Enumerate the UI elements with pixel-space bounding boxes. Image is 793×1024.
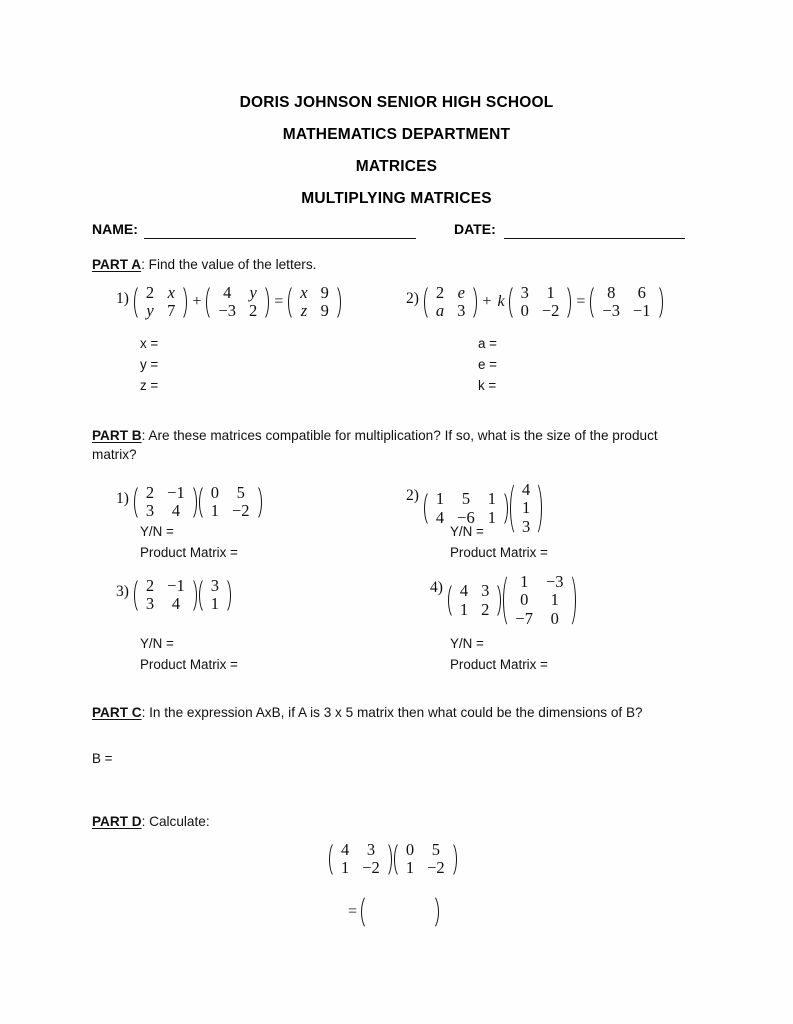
matrix-cell: 1 xyxy=(405,858,415,878)
matrix-cell: 1 xyxy=(435,489,445,509)
part-a-heading xyxy=(92,255,712,274)
part-c-heading xyxy=(92,703,692,722)
matrix-cell: y xyxy=(146,301,154,321)
paren-right-icon xyxy=(222,576,231,615)
matrix-cell: 0 xyxy=(520,301,529,321)
matrix-b2-m1 xyxy=(423,489,509,528)
worksheet-title: MULTIPLYING MATRICES xyxy=(301,190,492,207)
question-number: 3) xyxy=(116,583,129,600)
matrix-cell: 7 xyxy=(167,301,176,321)
paren-left-icon xyxy=(361,893,370,931)
matrix-cell: −1 xyxy=(167,483,185,502)
paren-right-icon xyxy=(332,283,341,322)
operator-plus: + xyxy=(192,293,202,311)
matrix-cell: 1 xyxy=(210,501,219,521)
matrix-cell: 2 xyxy=(481,599,490,619)
matrix-cell: 5 xyxy=(236,483,245,502)
question-number: 2) xyxy=(406,487,419,504)
scalar-k: k xyxy=(497,293,505,311)
question-number: 4) xyxy=(430,579,443,596)
part-d-heading xyxy=(92,812,692,831)
matrix-cell: −2 xyxy=(427,858,445,878)
matrix-cell: 4 xyxy=(435,507,445,527)
part-a-label: PART A xyxy=(92,257,142,272)
matrix-a2-m1 xyxy=(423,283,479,322)
part-b-q1-expression xyxy=(116,483,263,522)
paren-right-icon xyxy=(430,893,439,931)
matrix-cell: 8 xyxy=(607,283,616,302)
matrix-cell: 0 xyxy=(520,590,529,610)
matrix-cell: −2 xyxy=(541,301,560,321)
matrix-cell: −2 xyxy=(362,858,380,878)
matrix-cell: 0 xyxy=(550,608,559,628)
operator-equals: = xyxy=(274,293,284,311)
part-b-q4-product[interactable]: Product Matrix = xyxy=(450,657,548,672)
part-b-q4-yn[interactable]: Y/N = xyxy=(450,636,484,651)
matrix-cell: z xyxy=(300,301,308,321)
answer-y[interactable]: y = xyxy=(140,357,159,372)
paren-left-icon xyxy=(424,489,433,528)
name-label: NAME: xyxy=(92,221,138,237)
matrix-cell: 9 xyxy=(320,301,329,321)
answer-e[interactable]: e = xyxy=(478,357,497,372)
matrix-cell: 3 xyxy=(520,283,529,302)
matrix-cell: 3 xyxy=(521,516,531,536)
matrix-cell: −3 xyxy=(218,301,237,321)
matrix-d-m2 xyxy=(393,840,458,879)
answer-a[interactable]: a = xyxy=(478,336,497,351)
matrix-cell: 3 xyxy=(366,840,376,859)
question-number: 2) xyxy=(406,290,419,307)
matrix-cell: 4 xyxy=(341,840,350,859)
part-b-q3-expression xyxy=(116,576,232,615)
matrix-cell: −2 xyxy=(231,501,250,521)
matrix-b1-m1 xyxy=(133,483,198,522)
question-number: 1) xyxy=(116,290,129,307)
matrix-cell: 4 xyxy=(171,501,181,521)
matrix-cell: 1 xyxy=(520,572,529,591)
matrix-cell: −1 xyxy=(167,576,185,595)
matrix-cell: 4 xyxy=(171,594,181,614)
paren-right-icon xyxy=(188,576,197,615)
matrix-b3-m1 xyxy=(133,576,198,615)
operator-equals: = xyxy=(576,293,586,311)
matrix-a1-m3 xyxy=(287,283,342,322)
answer-blank[interactable] xyxy=(370,893,430,931)
part-d-prompt: : Calculate: xyxy=(141,814,210,829)
paren-right-icon xyxy=(448,840,457,879)
part-b-heading xyxy=(92,426,697,465)
matrix-d-answer[interactable] xyxy=(361,893,439,931)
paren-right-icon xyxy=(260,283,269,322)
matrix-cell: −3 xyxy=(545,572,564,591)
matrix-cell: 2 xyxy=(435,283,445,302)
answer-k[interactable]: k = xyxy=(478,378,497,393)
matrix-cell: 5 xyxy=(431,840,440,859)
matrix-cell: 1 xyxy=(550,590,559,610)
paren-right-icon xyxy=(468,283,477,322)
matrix-cell: e xyxy=(457,283,465,302)
part-b-q1-product[interactable]: Product Matrix = xyxy=(140,545,238,560)
matrix-cell: −3 xyxy=(602,301,620,321)
matrix-cell: −6 xyxy=(457,507,475,527)
paren-left-icon xyxy=(503,572,512,629)
answer-x[interactable]: x = xyxy=(140,336,159,351)
matrix-cell: 1 xyxy=(521,498,531,518)
part-d-label: PART D xyxy=(92,814,142,829)
matrix-cell: 1 xyxy=(459,599,469,619)
date-label: DATE: xyxy=(454,221,496,237)
matrix-cell: 3 xyxy=(210,576,219,595)
paren-right-icon xyxy=(178,283,187,322)
paren-right-icon xyxy=(562,283,571,322)
matrix-cell: 3 xyxy=(481,581,490,601)
matrix-b1-m2 xyxy=(198,483,263,522)
matrix-b4-m1 xyxy=(447,581,503,620)
matrix-cell: 1 xyxy=(546,283,555,302)
paren-left-icon xyxy=(134,283,143,322)
paren-right-icon xyxy=(654,283,663,322)
paren-left-icon xyxy=(288,283,297,322)
paren-left-icon xyxy=(134,483,143,522)
answer-z[interactable]: z = xyxy=(140,378,159,393)
matrix-cell: 4 xyxy=(521,480,531,499)
matrix-cell: 1 xyxy=(487,507,496,527)
matrix-cell: 2 xyxy=(249,301,258,321)
paren-left-icon xyxy=(448,581,457,620)
matrix-cell: x xyxy=(167,283,175,302)
matrix-cell: 1 xyxy=(341,858,350,878)
matrix-cell: 6 xyxy=(637,283,646,302)
paren-left-icon xyxy=(134,576,143,615)
paren-left-icon xyxy=(206,283,215,322)
matrix-cell: 1 xyxy=(210,594,219,614)
part-a-q2-expression xyxy=(406,283,664,322)
matrix-cell: a xyxy=(435,301,445,321)
paren-right-icon xyxy=(188,483,197,522)
paren-left-icon xyxy=(424,283,433,322)
paren-right-icon xyxy=(499,489,508,528)
matrix-cell: 9 xyxy=(320,283,329,302)
matrix-cell: 0 xyxy=(405,840,415,859)
paren-right-icon xyxy=(533,480,542,537)
part-c-answer[interactable]: B = xyxy=(92,751,113,766)
matrix-b3-m2 xyxy=(198,576,232,615)
part-d-answer-row[interactable] xyxy=(344,893,439,931)
part-b-q3-product[interactable]: Product Matrix = xyxy=(140,657,238,672)
matrix-cell: 4 xyxy=(459,581,469,601)
topic-title: MATRICES xyxy=(355,158,438,175)
date-input-line[interactable] xyxy=(504,238,685,239)
part-a-q1-expression xyxy=(116,283,342,322)
part-b-q2-product[interactable]: Product Matrix = xyxy=(450,545,548,560)
name-input-line[interactable] xyxy=(144,238,416,239)
paren-left-icon xyxy=(590,283,599,322)
matrix-cell: 3 xyxy=(145,594,155,614)
part-b-q2-yn[interactable]: Y/N = xyxy=(450,524,484,539)
name-date-row xyxy=(92,221,712,243)
matrix-cell: y xyxy=(249,283,257,302)
matrix-d-m1 xyxy=(328,840,393,879)
matrix-cell: 3 xyxy=(457,301,466,321)
matrix-cell: −7 xyxy=(515,608,533,628)
paren-right-icon xyxy=(492,581,501,620)
matrix-cell: 2 xyxy=(145,576,155,595)
matrix-cell: 4 xyxy=(223,283,232,302)
matrix-b4-m2 xyxy=(502,572,576,629)
operator-plus: + xyxy=(482,293,492,311)
part-a-prompt: : Find the value of the letters. xyxy=(141,257,317,272)
part-b-label: PART B xyxy=(92,428,142,443)
paren-left-icon xyxy=(199,576,208,615)
paren-left-icon xyxy=(510,480,519,537)
matrix-cell: 5 xyxy=(461,489,471,509)
paren-right-icon xyxy=(567,572,576,629)
matrix-a1-m1 xyxy=(133,283,189,322)
paren-left-icon xyxy=(394,840,403,879)
matrix-cell: x xyxy=(300,283,308,302)
question-number: 1) xyxy=(116,490,129,507)
part-c-label: PART C xyxy=(92,705,142,720)
matrix-cell: 2 xyxy=(145,483,155,502)
paren-left-icon xyxy=(199,483,208,522)
matrix-a2-m3 xyxy=(589,283,663,322)
part-b-q3-yn[interactable]: Y/N = xyxy=(140,636,174,651)
part-c-prompt: : In the expression AxB, if A is 3 x 5 matrix then what could be the dimensions of B? xyxy=(141,705,643,720)
matrix-b2-m2 xyxy=(509,480,543,537)
paren-right-icon xyxy=(253,483,262,522)
matrix-cell: 2 xyxy=(145,283,155,302)
matrix-a1-m2 xyxy=(205,283,270,322)
matrix-a2-m2 xyxy=(508,283,573,322)
matrix-cell: 1 xyxy=(487,489,496,509)
part-b-q4-expression xyxy=(430,572,577,629)
matrix-cell: −1 xyxy=(632,301,651,321)
paren-left-icon xyxy=(329,840,338,879)
paren-right-icon xyxy=(383,840,392,879)
operator-equals: = xyxy=(348,903,358,920)
school-title: DORIS JOHNSON SENIOR HIGH SCHOOL xyxy=(239,94,554,111)
matrix-cell: 0 xyxy=(210,483,219,502)
part-d-expression xyxy=(328,840,458,879)
matrix-cell: 3 xyxy=(145,501,155,521)
paren-left-icon xyxy=(509,283,518,322)
part-b-prompt: : Are these matrices compatible for multiplication? If so, what is the size of the product matrix? xyxy=(92,428,658,463)
department-title: MATHEMATICS DEPARTMENT xyxy=(282,126,511,143)
part-b-q1-yn[interactable]: Y/N = xyxy=(140,524,174,539)
